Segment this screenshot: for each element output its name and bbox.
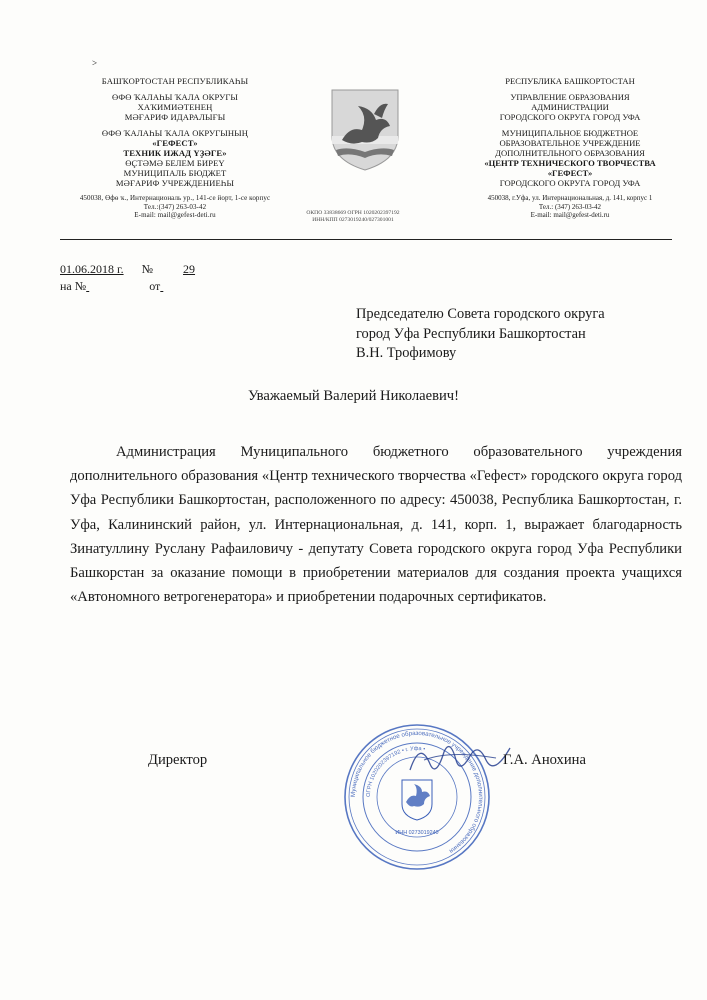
letter-date: 01.06.2018 г. [60, 262, 124, 276]
hr-line8: «ЦЕНТР ТЕХНИЧЕСКОГО ТВОРЧЕСТВА [484, 158, 656, 168]
stamp-center-text: ИНН 0273019240 [395, 830, 439, 836]
signer-title: Директор [148, 752, 208, 768]
scan-mark: ˃ [92, 58, 98, 68]
hl-phone: Тел.:(347) 263-03-42 [143, 202, 207, 211]
hl-line1: БАШҠОРТОСТАН РЕСПУБЛИКАҺЫ [101, 76, 249, 86]
hr-line4: ГОРОДСКОГО ОКРУГА ГОРОД УФА [499, 112, 641, 122]
letter-number: 29 [183, 262, 196, 276]
hl-line8: ӨҪТӘМӘ БЕЛЕМ БИРЕҮ [125, 158, 225, 168]
stamp-outer-text: Муниципальное бюджетное образовательное учреждение дополнительного образования [349, 729, 485, 855]
addressee-line2: город Уфа Республики Башкортостан [356, 325, 586, 342]
hr-line3: АДМИНИСТРАЦИИ [531, 102, 609, 112]
hr-line7: ДОПОЛНИТЕЛЬНОГО ОБРАЗОВАНИЯ [495, 148, 645, 158]
hr-line6: ОБРАЗОВАТЕЛЬНОЕ УЧРЕЖДЕНИЕ [499, 138, 641, 148]
hr-line2: УПРАВЛЕНИЕ ОБРАЗОВАНИЯ [510, 92, 630, 102]
hr-line10: ГОРОДСКОГО ОКРУГА ГОРОД УФА [499, 178, 641, 188]
reference-label: на № [60, 279, 87, 293]
number-label: № [141, 262, 154, 276]
hr-line9: «ГЕФЕСТ» [547, 168, 593, 178]
addressee-line1: Председателю Совета городского округа [356, 306, 605, 322]
handwritten-signature [400, 730, 520, 790]
greeting: Уважаемый Валерий Николаевич! [247, 388, 459, 404]
hl-line6: «ГЕФЕСТ» [152, 138, 198, 148]
hl-line7: ТЕХНИК ИЖАД ҮҘӘГЕ» [123, 148, 227, 158]
incoming-reference-line [60, 279, 238, 294]
stamp-inner-text: ОГРН 1020202397192 • г. Уфа • [365, 745, 426, 798]
outgoing-number-line [60, 262, 242, 277]
header-left [70, 76, 280, 220]
hr-phone: Тел.: (347) 263-03-42 [538, 202, 602, 211]
hl-line5: ӨФӨ ҠАЛАҺЫ ҠАЛА ОКРУГЫНЫҢ [101, 128, 249, 138]
hl-line10: МӘҒАРИФ УЧРЕЖДЕНИЕҺЫ [115, 178, 235, 188]
hr-line5: МУНИЦИПАЛЬНОЕ БЮДЖЕТНОЕ [501, 128, 639, 138]
hl-line2: ӨФӨ ҠАЛАҺЫ ҠАЛА ОКРУГЫ [112, 92, 238, 102]
hr-address: 450038, г.Уфа, ул. Интернациональная, д. 141, корпус 1 [487, 194, 653, 202]
registration-codes [298, 210, 408, 224]
hl-email: E-mail: mail@gefest-deti.ru [134, 211, 216, 220]
reference-blank [86, 279, 146, 294]
addressee-line3: В.Н. Трофимову [356, 345, 457, 361]
hl-line4: МӘҒАРИФ ИДАРАЛЫҒЫ [124, 112, 226, 122]
reference-from-blank [160, 279, 238, 294]
codes-line2: ИНН/КПП 0273019240/027301001 [312, 217, 394, 223]
signer-name: Г.А. Анохина [503, 752, 586, 768]
ufa-coat-of-arms-icon [328, 86, 402, 172]
header-right [468, 76, 672, 220]
letter-body: Администрация Муниципального бюджетного образовательного учреждения дополнительного образования «Центр технического творчества «Гефест» городского округа город Уфа Республики Башкортостан, расположенного по адресу: 450038, Республика Башкортостан, г. Уфа, Калининский район, ул. Интернациональная, д. 141, корп. 1, выражает благодарность Зинатуллину Руслану Рафаиловичу - депутату Совета городского округа город Уфа Республики Башкорстан за оказание помощи в приобретении материалов для создания проекта учащихся «Автономного ветрогенератора» и приобретении подарочных сертификатов. [70, 444, 682, 606]
hl-line9: МУНИЦИПАЛЬ БЮДЖЕТ [123, 168, 227, 178]
header-divider [60, 239, 672, 240]
addressee-block [356, 305, 686, 364]
codes-line1: ОКПО 33838669 ОГРН 1020202397192 [306, 210, 400, 216]
hl-address: 450038, Өфө ҡ., Интернациональ ур., 141-се йорт, 1-се корпус [79, 194, 271, 202]
hr-line1: РЕСПУБЛИКА БАШКОРТОСТАН [505, 76, 635, 86]
reference-from-label: от [149, 279, 161, 293]
hr-email: E-mail: mail@gefest-deti.ru [530, 211, 610, 220]
hl-line3: ХАҠИМИӘТЕНЕҢ [137, 102, 213, 112]
